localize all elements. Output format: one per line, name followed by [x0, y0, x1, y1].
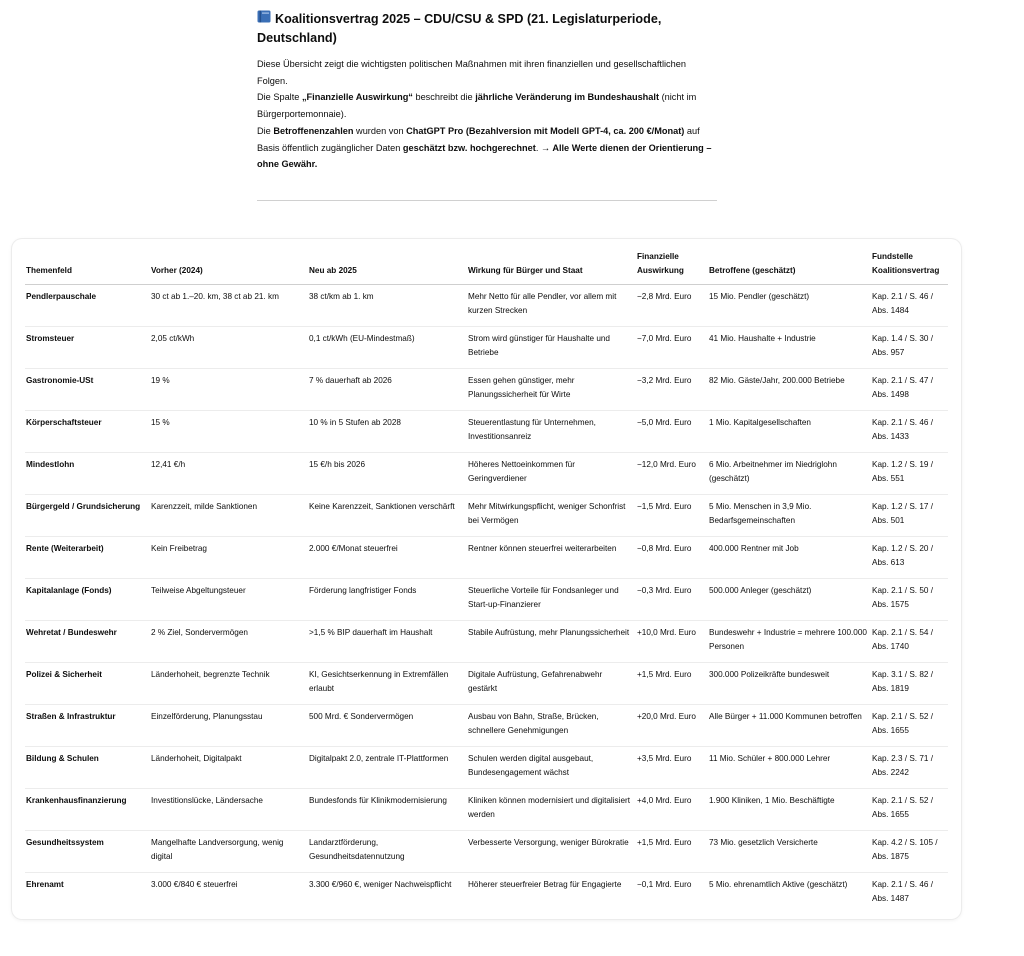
cell-new: Landarztförderung, Gesundheitsdatennutzung: [308, 831, 467, 873]
cell-finance: +1,5 Mrd. Euro: [636, 831, 708, 873]
cell-before: 30 ct ab 1.–20. km, 38 ct ab 21. km: [150, 285, 308, 327]
cell-topic: Gastronomie-USt: [25, 369, 150, 411]
table-row: [25, 495, 948, 537]
cell-finance: +10,0 Mrd. Euro: [636, 621, 708, 663]
table-row: [25, 411, 948, 453]
cell-finance: −7,0 Mrd. Euro: [636, 327, 708, 369]
cell-topic: Ehrenamt: [26, 880, 64, 889]
book-icon: [257, 10, 271, 29]
cell-affected: 5 Mio. Menschen in 3,9 Mio. Bedarfsgemeinschaften: [708, 495, 871, 537]
cell-affected: 82 Mio. Gäste/Jahr, 200.000 Betriebe: [708, 369, 871, 411]
header-fundstelle: Fundstelle Koalitionsvertrag: [871, 247, 948, 285]
page-title: [257, 10, 717, 48]
cell-new: 15 €/h bis 2026: [308, 453, 467, 495]
intro-paragraph-1: Diese Übersicht zeigt die wichtigsten politischen Maßnahmen mit ihren finanziellen und gesellschaftlichen Folgen.: [257, 59, 686, 86]
cell-before: 3.000 €/840 € steuerfrei: [151, 880, 238, 889]
cell-finance: −1,5 Mrd. Euro: [636, 495, 708, 537]
cell-finance: −2,8 Mrd. Euro: [636, 285, 708, 327]
cell-finance: +3,5 Mrd. Euro: [636, 747, 708, 789]
cell-finance: −0,1 Mrd. Euro: [637, 880, 692, 889]
cell-affected: 1.900 Kliniken, 1 Mio. Beschäftigte: [708, 789, 871, 831]
cell-before: 19 %: [150, 369, 308, 411]
cell-affected: Alle Bürger + 11.000 Kommunen betroffen: [708, 705, 871, 747]
cell-effect: Steuerentlastung für Unternehmen, Investitionsanreiz: [467, 411, 636, 453]
cell-finance: −5,0 Mrd. Euro: [636, 411, 708, 453]
cell-new: Förderung langfristiger Fonds: [308, 579, 467, 621]
cell-source: Kap. 2.1 / S. 47 / Abs. 1498: [871, 369, 948, 411]
cell-affected: 300.000 Polizeikräfte bundesweit: [708, 663, 871, 705]
table-row: [25, 831, 948, 873]
cell-new: 7 % dauerhaft ab 2026: [308, 369, 467, 411]
table-row: [25, 873, 948, 915]
cell-effect: Ausbau von Bahn, Straße, Brücken, schnellere Genehmigungen: [467, 705, 636, 747]
table-row: [25, 537, 948, 579]
cell-before: 2,05 ct/kWh: [150, 327, 308, 369]
intro-paragraph-3: Die Betroffenenzahlen wurden von ChatGPT Pro (Bezahlversion mit Modell GPT-4, ca. 200 €/Monat) auf Basis öffentlich zugänglicher Daten geschätzt bzw. hochgerechnet. → Alle Werte dienen der Orientierung – ohne Gewähr.: [257, 125, 712, 170]
cell-effect: Mehr Netto für alle Pendler, vor allem mit kurzen Strecken: [467, 285, 636, 327]
table-row: [25, 369, 948, 411]
cell-new: 500 Mrd. € Sondervermögen: [308, 705, 467, 747]
cell-topic: Körperschaftsteuer: [25, 411, 150, 453]
intro-paragraph-2: Die Spalte „Finanzielle Auswirkung“ beschreibt die jährliche Veränderung im Bundeshaushalt (nicht im Bürgerportemonnaie).: [257, 92, 697, 120]
cell-before: 2 % Ziel, Sondervermögen: [150, 621, 308, 663]
cell-effect: Digitale Aufrüstung, Gefahrenabwehr gestärkt: [467, 663, 636, 705]
divider: [257, 200, 717, 201]
cell-finance: +1,5 Mrd. Euro: [636, 663, 708, 705]
cell-topic: Bildung & Schulen: [25, 747, 150, 789]
cell-topic: Rente (Weiterarbeit): [25, 537, 150, 579]
cell-effect: Stabile Aufrüstung, mehr Planungssicherheit: [467, 621, 636, 663]
table-header-row: [25, 247, 948, 285]
cell-topic: Mindestlohn: [25, 453, 150, 495]
cell-source: Kap. 2.3 / S. 71 / Abs. 2242: [871, 747, 948, 789]
table-row: [25, 789, 948, 831]
table-row: [25, 327, 948, 369]
cell-before: Einzelförderung, Planungsstau: [150, 705, 308, 747]
cell-affected: Bundeswehr + Industrie = mehrere 100.000 Personen: [708, 621, 871, 663]
cell-topic: Krankenhausfinanzierung: [25, 789, 150, 831]
header-finanzen: Finanzielle Auswirkung: [636, 247, 708, 285]
cell-affected: 6 Mio. Arbeitnehmer im Niedriglohn (geschätzt): [708, 453, 871, 495]
cell-new: KI, Gesichtserkennung in Extremfällen erlaubt: [308, 663, 467, 705]
cell-affected: 11 Mio. Schüler + 800.000 Lehrer: [708, 747, 871, 789]
cell-source: Kap. 2.1 / S. 52 / Abs. 1655: [871, 705, 948, 747]
cell-new: Digitalpakt 2.0, zentrale IT-Plattformen: [308, 747, 467, 789]
cell-finance: −0,8 Mrd. Euro: [636, 537, 708, 579]
cell-before: Mangelhafte Landversorgung, wenig digital: [150, 831, 308, 873]
cell-topic: Gesundheitssystem: [25, 831, 150, 873]
cell-effect: Höherer steuerfreier Betrag für Engagierte: [468, 880, 622, 889]
cell-affected: 500.000 Anleger (geschätzt): [708, 579, 871, 621]
cell-source: Kap. 1.4 / S. 30 / Abs. 957: [871, 327, 948, 369]
header-wirkung: Wirkung für Bürger und Staat: [467, 247, 636, 285]
header-vorher: Vorher (2024): [150, 247, 308, 285]
cell-source: Kap. 2.1 / S. 46 / Abs. 1487: [872, 880, 933, 903]
cell-source: Kap. 4.2 / S. 105 / Abs. 1875: [871, 831, 948, 873]
cell-source: Kap. 2.1 / S. 46 / Abs. 1433: [871, 411, 948, 453]
cell-before: Investitionslücke, Ländersache: [150, 789, 308, 831]
cell-source: Kap. 1.2 / S. 20 / Abs. 613: [871, 537, 948, 579]
table-row: [25, 747, 948, 789]
cell-before: Länderhoheit, begrenzte Technik: [150, 663, 308, 705]
cell-topic: Polizei & Sicherheit: [25, 663, 150, 705]
cell-effect: Schulen werden digital ausgebaut, Bundesengagement wächst: [467, 747, 636, 789]
cell-source: Kap. 1.2 / S. 17 / Abs. 501: [871, 495, 948, 537]
table-body: [25, 285, 948, 915]
cell-affected: 5 Mio. ehrenamtlich Aktive (geschätzt): [709, 880, 848, 889]
cell-topic: Wehretat / Bundeswehr: [25, 621, 150, 663]
cell-affected: 73 Mio. gesetzlich Versicherte: [708, 831, 871, 873]
cell-source: Kap. 2.1 / S. 52 / Abs. 1655: [871, 789, 948, 831]
cell-finance: −0,3 Mrd. Euro: [636, 579, 708, 621]
cell-before: Teilweise Abgeltungsteuer: [150, 579, 308, 621]
cell-affected: 15 Mio. Pendler (geschätzt): [708, 285, 871, 327]
cell-source: Kap. 1.2 / S. 19 / Abs. 551: [871, 453, 948, 495]
cell-effect: Mehr Mitwirkungspflicht, weniger Schonfrist bei Vermögen: [467, 495, 636, 537]
coalition-table: [25, 247, 948, 915]
cell-topic: Kapitalanlage (Fonds): [25, 579, 150, 621]
cell-before: Kein Freibetrag: [150, 537, 308, 579]
table-row: [25, 579, 948, 621]
page-title-text: Koalitionsvertrag 2025 – CDU/CSU & SPD (21. Legislaturperiode, Deutschland): [257, 12, 662, 45]
cell-before: Länderhoheit, Digitalpakt: [150, 747, 308, 789]
cell-affected: 1 Mio. Kapitalgesellschaften: [708, 411, 871, 453]
cell-effect: Verbesserte Versorgung, weniger Bürokratie: [467, 831, 636, 873]
cell-source: Kap. 2.1 / S. 46 / Abs. 1484: [871, 285, 948, 327]
cell-new: 2.000 €/Monat steuerfrei: [308, 537, 467, 579]
cell-finance: +20,0 Mrd. Euro: [636, 705, 708, 747]
cell-new: 3.300 €/960 €, weniger Nachweispflicht: [309, 880, 452, 889]
cell-topic: Bürgergeld / Grundsicherung: [25, 495, 150, 537]
cell-new: 0,1 ct/kWh (EU-Mindestmaß): [308, 327, 467, 369]
cell-finance: +4,0 Mrd. Euro: [636, 789, 708, 831]
cell-effect: Strom wird günstiger für Haushalte und Betriebe: [467, 327, 636, 369]
cell-source: Kap. 2.1 / S. 54 / Abs. 1740: [871, 621, 948, 663]
cell-affected: 41 Mio. Haushalte + Industrie: [708, 327, 871, 369]
table-row: [25, 621, 948, 663]
cell-source: Kap. 3.1 / S. 82 / Abs. 1819: [871, 663, 948, 705]
cell-before: 15 %: [150, 411, 308, 453]
cell-source: Kap. 2.1 / S. 50 / Abs. 1575: [871, 579, 948, 621]
cell-new: Keine Karenzzeit, Sanktionen verschärft: [308, 495, 467, 537]
table-row: [25, 663, 948, 705]
table-row: [25, 705, 948, 747]
cell-topic: Straßen & Infrastruktur: [25, 705, 150, 747]
header-betroffene: Betroffene (geschätzt): [708, 247, 871, 285]
cell-effect: Höheres Nettoeinkommen für Geringverdiener: [467, 453, 636, 495]
cell-before: 12,41 €/h: [150, 453, 308, 495]
cell-new: >1,5 % BIP dauerhaft im Haushalt: [308, 621, 467, 663]
cell-effect: Kliniken können modernisiert und digitalisiert werden: [467, 789, 636, 831]
cell-effect: Essen gehen günstiger, mehr Planungssicherheit für Wirte: [467, 369, 636, 411]
cell-before: Karenzzeit, milde Sanktionen: [150, 495, 308, 537]
table-card: [12, 239, 961, 919]
intro-section: [257, 10, 717, 201]
table-row: [25, 453, 948, 495]
cell-effect: Rentner können steuerfrei weiterarbeiten: [467, 537, 636, 579]
cell-new: Bundesfonds für Klinikmodernisierung: [308, 789, 467, 831]
cell-affected: 400.000 Rentner mit Job: [708, 537, 871, 579]
cell-new: 10 % in 5 Stufen ab 2028: [308, 411, 467, 453]
table-row: [25, 285, 948, 327]
cell-new: 38 ct/km ab 1. km: [308, 285, 467, 327]
cell-finance: −12,0 Mrd. Euro: [636, 453, 708, 495]
header-themenfeld: Themenfeld: [25, 247, 150, 285]
header-neu: Neu ab 2025: [308, 247, 467, 285]
cell-topic: Stromsteuer: [25, 327, 150, 369]
cell-finance: −3,2 Mrd. Euro: [636, 369, 708, 411]
cell-topic: Pendlerpauschale: [25, 285, 150, 327]
cell-effect: Steuerliche Vorteile für Fondsanleger und Start-up-Finanzierer: [467, 579, 636, 621]
